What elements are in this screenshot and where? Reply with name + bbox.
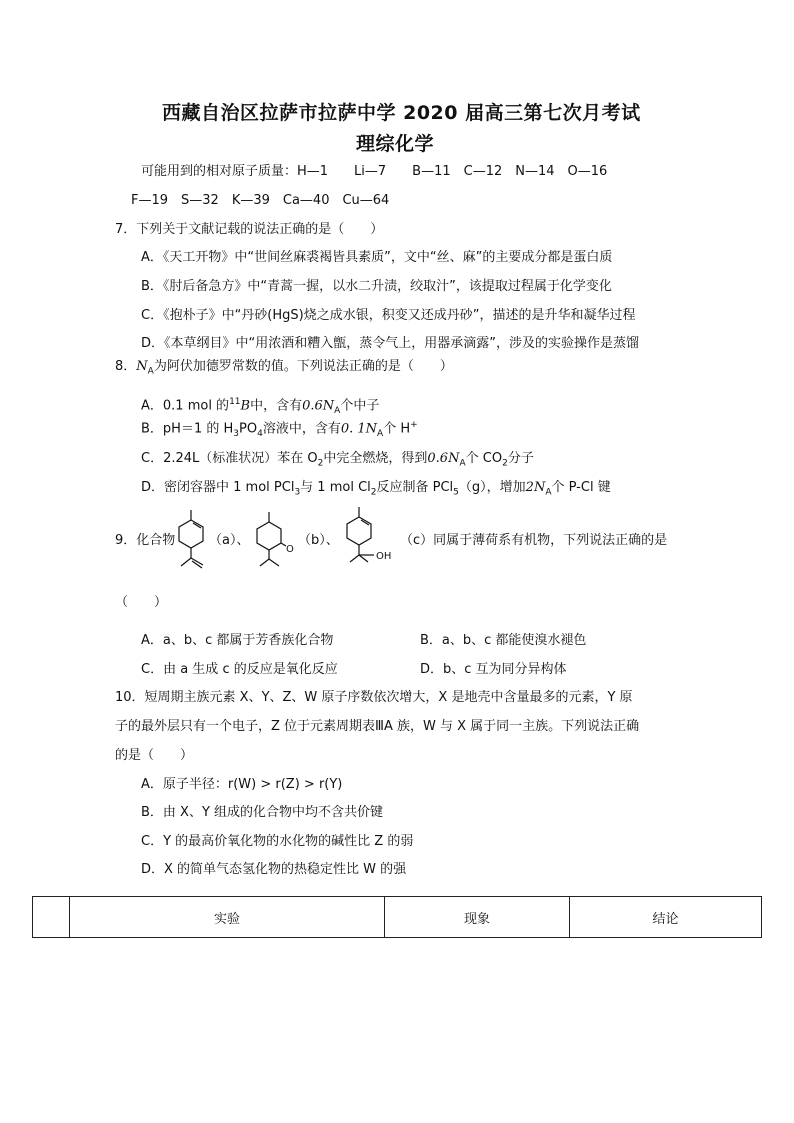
- q10-option-b: B．由 X、Y 组成的化合物中均不含共价键: [141, 805, 384, 820]
- q7-option-b: B．《肘后备急方》中“青蒿一握，以水二升渍，绞取汁”，该提取过程属于化学变化: [141, 279, 612, 294]
- q10-stem-line2: 子的最外层只有一个电子，Z 位于元素周期表ⅢA 族，W 与 X 属于同一主族。下列说法正确: [115, 719, 640, 734]
- q9-stem-rest: （c）同属于薄荷系有机物，下列说法正确的是: [400, 533, 668, 548]
- q9-option-d: D．b、c 互为同分异构体: [420, 662, 567, 677]
- avogadro-symbol: N: [365, 421, 378, 437]
- q9-option-b: B．a、b、c 都能使溴水褪色: [420, 633, 587, 648]
- q8-d-text2: 与 1 mol Cl: [300, 480, 371, 495]
- q8-b-sub: 3: [233, 428, 239, 439]
- avogadro-symbol: N: [448, 451, 460, 466]
- atomic-masses-line1: 可能用到的相对原子质量：H—1 Li—7 B—11 C—12 N—14 O—16: [141, 164, 608, 179]
- q8-b-text3: 溶液中，含有: [262, 421, 341, 437]
- avogadro-sub: A: [377, 428, 384, 439]
- q8-stem-text: 为阿伏加德罗常数的值。下列说法正确的是（ ）: [153, 359, 453, 374]
- q9-label-b: （b）、: [298, 533, 339, 548]
- page-title: 西藏自治区拉萨市拉萨中学 2020 届高三第七次月考试: [162, 102, 641, 124]
- q8-d-text3: 反应制备 PCl: [376, 480, 454, 495]
- q10-stem-line1: 10．短周期主族元素 X、Y、Z、W 原子序数依次增大，X 是地壳中含量最多的元素，Y 原: [115, 690, 633, 705]
- table-header-phenomenon: 现象: [385, 897, 570, 938]
- q8-d-text4: （g），增加: [458, 480, 526, 495]
- table-header-index: [33, 897, 70, 938]
- q8-d-value: 2: [525, 480, 534, 495]
- q9-prefix: 9．化合物: [115, 533, 176, 548]
- q8-c-text: C．2.24L（标准状况）苯在 O: [141, 451, 318, 466]
- q9-hydroxyl-label: OH: [376, 551, 392, 562]
- q8-stem: [115, 358, 453, 381]
- q9-option-c: C．由 a 生成 c 的反应是氧化反应: [141, 662, 338, 677]
- q8-c-value: 0.6: [427, 451, 449, 466]
- q8-d-text5: 个 P-Cl 键: [551, 480, 611, 495]
- q8-d-sub: 3: [294, 487, 301, 498]
- table-header-conclusion: 结论: [570, 897, 762, 938]
- q8-c-text3: 个 CO: [465, 451, 503, 466]
- q10-option-d: D．X 的简单气态氢化物的热稳定性比 W 的强: [141, 862, 407, 877]
- q8-option-b: [141, 416, 418, 443]
- q8-a-value: 0.6: [302, 398, 323, 414]
- q9-oxygen-label: O: [286, 544, 294, 555]
- q7-option-a: A．《天工开物》中“世间丝麻裘褐皆具素质”，文中“丝、麻”的主要成分都是蛋白质: [141, 250, 613, 265]
- avogadro-sub: A: [545, 487, 552, 498]
- avogadro-sub: A: [147, 366, 154, 377]
- q8-c-sub2: 2: [502, 458, 508, 469]
- q7-stem: 7．下列关于文献记载的说法正确的是（ ）: [115, 222, 384, 237]
- q8-b-value: 0. 1: [340, 421, 366, 437]
- q8-d-sub2: 2: [370, 487, 377, 498]
- avogadro-sub: A: [334, 405, 341, 416]
- q8-b-text: B．pH＝1 的 H: [141, 421, 234, 437]
- q8-b-text2: PO: [239, 421, 258, 437]
- q8-b-sub2: 4: [257, 428, 263, 439]
- q8-option-d: [141, 479, 611, 502]
- q8-a-isotope-mass: 11: [229, 397, 241, 407]
- q8-c-text2: 中完全燃烧，得到: [323, 451, 428, 466]
- q8-a-text2: 中，含有: [250, 398, 303, 414]
- q8-c-text4: 分子: [507, 451, 534, 466]
- page-subtitle: 理综化学: [356, 133, 435, 155]
- avogadro-sub: A: [459, 458, 466, 469]
- q9-answer-paren: （ ）: [115, 595, 168, 610]
- q9-option-a: A．a、b、c 都属于芳香族化合物: [141, 633, 334, 648]
- q10-option-a: A．原子半径：r(W) > r(Z) > r(Y): [141, 777, 343, 792]
- q8-a-text: A．0.1 mol 的: [141, 398, 230, 414]
- molecule-b-structure: [248, 508, 298, 574]
- q8-a-isotope: B: [240, 398, 251, 414]
- avogadro-symbol: N: [322, 398, 335, 414]
- q9-label-a: （a）、: [209, 533, 250, 548]
- q8-b-charge: +: [410, 420, 418, 430]
- experiment-table: [32, 896, 762, 938]
- q8-d-sub3: 5: [453, 487, 459, 498]
- atomic-masses-line2: F—19 S—32 K—39 Ca—40 Cu—64: [131, 193, 390, 208]
- q8-option-c: [141, 450, 534, 473]
- q8-b-text4: 个 H: [383, 421, 411, 437]
- q10-option-c: C．Y 的最高价氧化物的水化物的碱性比 Z 的弱: [141, 834, 414, 849]
- q8-c-sub: 2: [317, 458, 324, 469]
- q7-option-d: D．《本草纲目》中“用浓酒和糟入甑，蒸令气上，用器承滴露”，涉及的实验操作是蒸馏: [141, 336, 639, 351]
- q8-d-text: D．密闭容器中 1 mol PCl: [141, 480, 295, 495]
- table-header-experiment: 实验: [70, 897, 385, 938]
- q7-option-c: C．《抱朴子》中“丹砂(HgS)烧之成水银，积变又还成丹砂”，描述的是升华和凝华过程: [141, 308, 636, 323]
- avogadro-symbol: N: [136, 359, 148, 374]
- q10-stem-line3: 的是（ ）: [115, 748, 194, 763]
- molecule-a-structure: [170, 508, 212, 574]
- table-header-row: [33, 897, 762, 938]
- q8-number: 8．: [115, 359, 137, 374]
- avogadro-symbol: N: [533, 480, 546, 495]
- molecule-c-structure: [338, 505, 402, 571]
- q8-a-text3: 个中子: [340, 398, 380, 414]
